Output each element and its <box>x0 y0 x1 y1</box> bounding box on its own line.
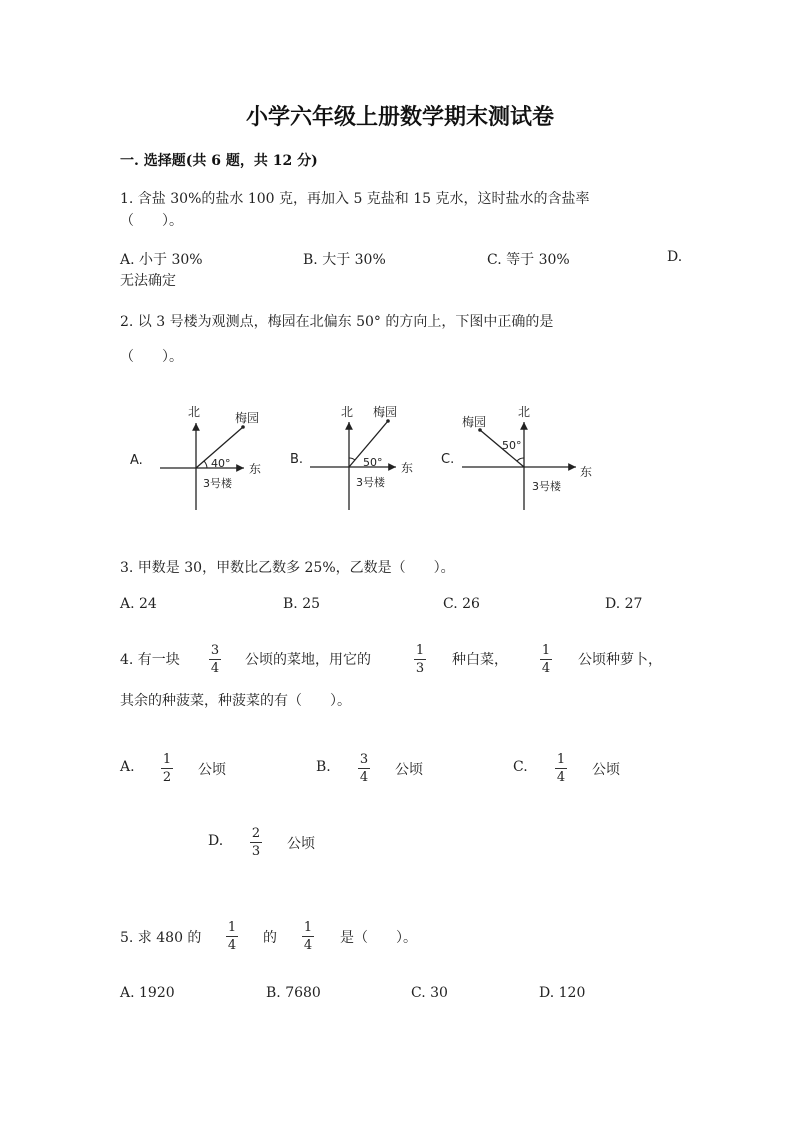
q5-option-d[interactable]: D. 120 <box>539 985 586 1001</box>
q5-option-a[interactable]: A. 1920 <box>120 985 175 1001</box>
q3-option-d[interactable]: D. 27 <box>605 596 643 612</box>
q4-option-b-unit: 公顷 <box>395 762 423 778</box>
q4-fraction-2-num: 1 <box>415 643 425 658</box>
diagram-a-angle: 40° <box>211 457 231 470</box>
q4-text-line2: 其余的种菠菜，种菠菜的有（ ）。 <box>120 693 351 709</box>
q4-option-b-num: 3 <box>359 752 369 767</box>
diagram-b-building: 3号楼 <box>356 476 385 489</box>
diagram-c-building: 3号楼 <box>532 480 561 493</box>
q1-option-c[interactable]: C. 等于 30% <box>487 252 570 268</box>
diagram-b-garden: 梅园 <box>373 405 398 419</box>
q3-option-b[interactable]: B. 25 <box>283 596 321 612</box>
q3-text: 3. 甲数是 30，甲数比乙数多 25%，乙数是（ ）。 <box>120 560 455 576</box>
page-title: 小学六年级上册数学期末测试卷 <box>245 104 554 130</box>
q1-text: 1. 含盐 30%的盐水 100 克，再加入 5 克盐和 15 克水，这时盐水的含盐率 <box>120 191 590 207</box>
q4-option-c-unit: 公顷 <box>592 762 620 778</box>
diagram-a-option: A. <box>130 453 143 468</box>
q4-option-b-den: 4 <box>359 770 369 785</box>
q4-text-3: 种白菜， <box>452 652 508 668</box>
q4-text-2: 公顷的菜地，用它的 <box>245 652 371 668</box>
q4-option-d[interactable]: D. <box>208 833 224 849</box>
q4-text-1: 4. 有一块 <box>120 652 180 668</box>
q4-fraction-2-den: 3 <box>415 661 425 676</box>
q4-option-d-den: 3 <box>251 844 261 859</box>
q2-diagrams <box>0 395 800 525</box>
diagram-a-building: 3号楼 <box>203 477 232 490</box>
q5-fraction-1-den: 4 <box>227 938 237 953</box>
diagram-b[interactable] <box>290 404 413 510</box>
q3-option-c[interactable]: C. 26 <box>443 596 480 612</box>
q1-option-d[interactable]: D. <box>667 249 683 265</box>
q4-fraction-3-num: 1 <box>541 643 551 658</box>
diagram-c-option: C. <box>441 452 455 467</box>
section-heading: 一. 选择题(共 6 题，共 12 分) <box>120 153 318 169</box>
q4-option-c-fraction <box>553 752 569 785</box>
q5-fraction-2 <box>300 920 316 953</box>
diagram-b-east: 东 <box>401 461 414 475</box>
q4-option-a-unit: 公顷 <box>198 762 226 778</box>
diagram-a-north: 北 <box>188 405 201 419</box>
q4-option-a-num: 1 <box>162 752 172 767</box>
q1-blank: （ ）。 <box>120 213 183 229</box>
q5-option-c[interactable]: C. 30 <box>411 985 448 1001</box>
q2-blank: （ ）。 <box>120 349 183 365</box>
diagram-c-east: 东 <box>580 465 593 479</box>
q4-fraction-2 <box>412 643 428 676</box>
q4-fraction-3 <box>538 643 554 676</box>
q4-option-c-num: 1 <box>556 752 566 767</box>
q4-fraction-1 <box>207 643 223 676</box>
q5-text-3: 是（ ）。 <box>340 930 417 946</box>
diagram-a[interactable] <box>130 405 261 510</box>
q4-fraction-1-den: 4 <box>210 661 220 676</box>
q5-fraction-1 <box>224 920 240 953</box>
q5-fraction-1-num: 1 <box>227 920 237 935</box>
q4-text-4: 公顷种萝卜， <box>578 652 662 668</box>
q1-option-b[interactable]: B. 大于 30% <box>303 252 386 268</box>
diagram-c-garden: 梅园 <box>462 415 487 429</box>
q5-text-2: 的 <box>263 930 277 946</box>
q4-option-b-fraction <box>356 752 372 785</box>
q5-option-b[interactable]: B. 7680 <box>266 985 321 1001</box>
q1-option-a[interactable]: A. 小于 30% <box>120 252 203 268</box>
diagram-b-north: 北 <box>341 405 354 419</box>
q3-option-a[interactable]: A. 24 <box>120 596 157 612</box>
q2-text: 2. 以 3 号楼为观测点，梅园在北偏东 50° 的方向上，下图中正确的是 <box>120 314 554 330</box>
diagram-b-angle: 50° <box>363 456 383 469</box>
q4-fraction-1-num: 3 <box>210 643 220 658</box>
q4-option-d-fraction <box>248 826 264 859</box>
q4-option-a[interactable]: A. <box>120 759 135 775</box>
diagram-a-garden: 梅园 <box>235 411 260 425</box>
q4-option-a-den: 2 <box>162 770 172 785</box>
diagram-c-north: 北 <box>518 405 531 419</box>
q4-option-d-unit: 公顷 <box>287 836 315 852</box>
q4-option-d-num: 2 <box>251 826 261 841</box>
q4-option-b[interactable]: B. <box>316 759 331 775</box>
q1-option-d-text: 无法确定 <box>120 273 176 289</box>
q5-fraction-2-den: 4 <box>303 938 313 953</box>
diagram-c[interactable] <box>441 405 592 510</box>
q5-fraction-2-num: 1 <box>303 920 313 935</box>
diagram-b-option: B. <box>290 452 304 467</box>
diagram-c-angle: 50° <box>502 439 522 452</box>
q4-option-c[interactable]: C. <box>513 759 528 775</box>
diagram-a-east: 东 <box>249 462 262 476</box>
q4-option-c-den: 4 <box>556 770 566 785</box>
q5-text-1: 5. 求 480 的 <box>120 930 202 946</box>
q4-fraction-3-den: 4 <box>541 661 551 676</box>
q4-option-a-fraction <box>159 752 175 785</box>
